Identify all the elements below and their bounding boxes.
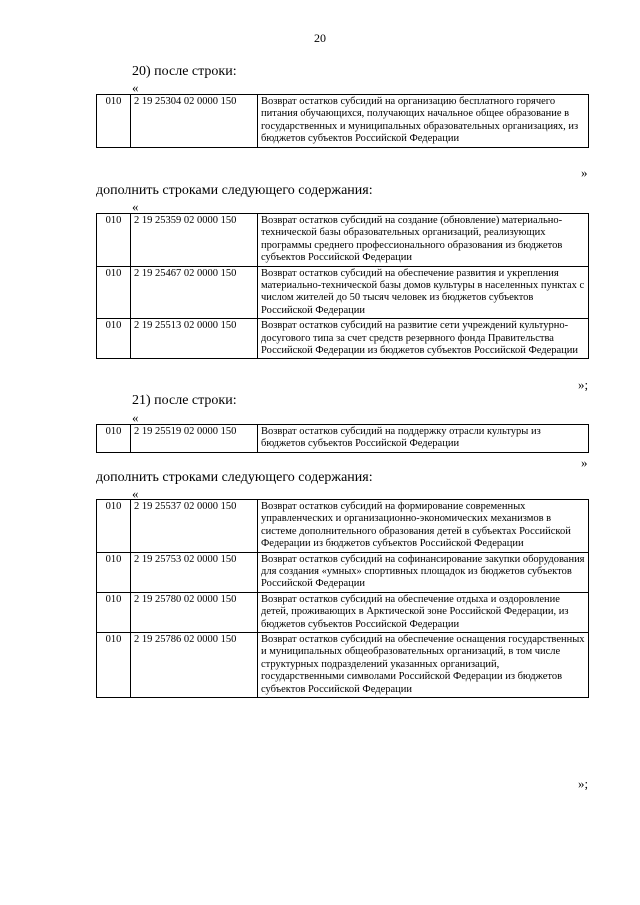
table-row [97, 95, 589, 148]
row-description: Возврат остатков субсидий на обеспечение развития и укрепления материально-технической базы домов культуры в населенных пунктах с числом жителей до 50 тысяч человек из бюджетов субъектов Российской Федерации [258, 266, 589, 319]
row-code: 010 [97, 214, 131, 267]
table-row [97, 214, 589, 267]
open-quote: « [132, 80, 139, 95]
table-row [97, 500, 589, 553]
row-description: Возврат остатков субсидий на обеспечение отдыха и оздоровление детей, проживающих в Арктической зоне Российской Федерации, из бюджетов субъектов Российской Федерации [258, 592, 589, 632]
row-description: Возврат остатков субсидий на обеспечение оснащения государственных и муниципальных общеобразовательных организаций, в том числе структурных подразделений указанных организаций, государственными символами Российской Федерации из бюджетов субъектов Российской Федерации [258, 633, 589, 698]
row-code: 010 [97, 319, 131, 359]
row-code: 010 [97, 95, 131, 148]
row-code: 010 [97, 266, 131, 319]
open-quote: « [132, 199, 139, 214]
row-description: Возврат остатков субсидий на создание (обновление) материально-технической базы образовательных организаций, реализующих программы среднего профессионального образования из бюджетов субъектов Российской Федерации [258, 214, 589, 267]
row-kbk: 2 19 25467 02 0000 150 [131, 266, 258, 319]
section-20-added-table [96, 213, 589, 359]
open-quote: « [132, 410, 139, 425]
row-kbk: 2 19 25780 02 0000 150 [131, 592, 258, 632]
row-kbk: 2 19 25537 02 0000 150 [131, 500, 258, 553]
row-code: 010 [97, 425, 131, 453]
row-code: 010 [97, 592, 131, 632]
table-row [97, 592, 589, 632]
table-row [97, 319, 589, 359]
row-kbk: 2 19 25359 02 0000 150 [131, 214, 258, 267]
row-description: Возврат остатков субсидий на формирование современных управленческих и организационно-экономических механизмов в системе дополнительного образования детей в субъектах Российской Федерации из бюджетов субъектов Российской Федерации [258, 500, 589, 553]
section-21-added-table [96, 499, 589, 698]
close-quote: » [581, 455, 588, 470]
close-quote: » [581, 165, 588, 180]
table-row [97, 552, 589, 592]
table-row [97, 633, 589, 698]
section-21-add-heading: дополнить строками следующего содержания: [96, 470, 373, 485]
open-quote: « [132, 486, 139, 501]
section-20-table [96, 94, 589, 148]
section-21-heading: 21) после строки: [132, 393, 237, 408]
section-20-heading: 20) после строки: [132, 64, 237, 79]
close-quote-semicolon: »; [578, 776, 589, 791]
row-description: Возврат остатков субсидий на поддержку отрасли культуры из бюджетов субъектов Российской Федерации [258, 425, 589, 453]
table-row [97, 425, 589, 453]
section-20-add-heading: дополнить строками следующего содержания: [96, 183, 373, 198]
row-code: 010 [97, 633, 131, 698]
row-description: Возврат остатков субсидий на развитие сети учреждений культурно-досугового типа за счет средств резервного фонда Правительства Российской Федерации из бюджетов субъектов Российской Федерации [258, 319, 589, 359]
page-number: 20 [314, 31, 326, 45]
row-code: 010 [97, 552, 131, 592]
row-description: Возврат остатков субсидий на софинансирование закупки оборудования для создания «умных» спортивных площадок из бюджетов субъектов Российской Федерации [258, 552, 589, 592]
row-code: 010 [97, 500, 131, 553]
row-kbk: 2 19 25519 02 0000 150 [131, 425, 258, 453]
row-kbk: 2 19 25513 02 0000 150 [131, 319, 258, 359]
row-kbk: 2 19 25753 02 0000 150 [131, 552, 258, 592]
row-kbk: 2 19 25304 02 0000 150 [131, 95, 258, 148]
table-row [97, 266, 589, 319]
row-description: Возврат остатков субсидий на организацию бесплатного горячего питания обучающихся, получающих начальное общее образование в государственных и муниципальных образовательных организациях, из бюджетов субъектов Российской Федерации [258, 95, 589, 148]
row-kbk: 2 19 25786 02 0000 150 [131, 633, 258, 698]
section-21-table [96, 424, 589, 453]
close-quote-semicolon: »; [578, 377, 589, 392]
